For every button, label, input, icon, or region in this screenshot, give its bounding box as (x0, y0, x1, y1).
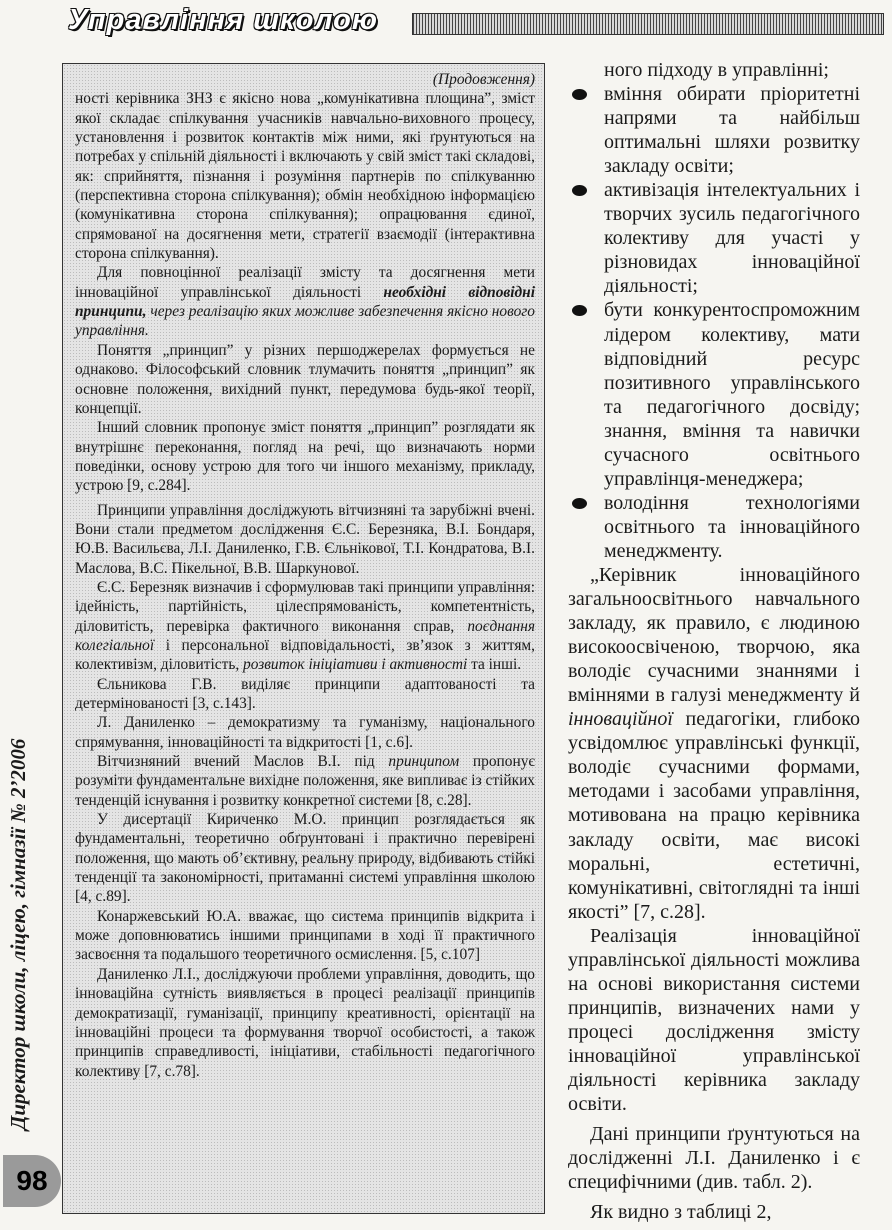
paragraph (75, 578, 535, 675)
list-item-text: вміння обирати пріоритетні напрями та найбільш оптимальні шляхи розвитку закладу освіти; (604, 83, 860, 178)
paragraph: Принципи управління досліджують вітчизняні та зарубіжні вчені. Вони стали предметом дослідження Є.С. Березняка, В.І. Бондаря, Ю.В. Васильєва, Л.І. Даниленко, Г.В. Єльнікової, Т.І. Кондратова, В.І. Маслова, В.С. Пікельної, В.В. Шаркунової. (75, 501, 535, 577)
list-item (568, 298, 860, 490)
text-run: Вітчизняний вчений Маслов В.І. під (97, 753, 389, 771)
text-run: пропонує розуміти фундаментальне вихідне положення, яке випливає із стійких тенденцій існування і розвитку конкретної системи [8, с.28]. (75, 753, 536, 809)
italic-text: через реалізацію яких можливе забезпечення якісно нового управління. (75, 303, 535, 340)
italic-text: розвиток ініціативи і активності (243, 656, 468, 674)
paragraph: У дисертації Кириченко М.О. принцип розглядається як фундаментальні, теоретично обґрунтовані і практично перевірені положення, що мають об’єктивну, реальну природу, відбивають стійкі тенденції та закономірності, притаманні системі управління школою [4, с.89]. (75, 811, 535, 906)
bullet-icon (572, 305, 587, 316)
emphasis-text: необхідні відповідні принципи, (75, 283, 536, 321)
paragraph (75, 263, 535, 340)
text-run: „Керівник інноваційного загальноосвітнього навчального закладу, як правило, є людиною високоосвіченою, творчою, яка володіє сучасними знаннями і вміннями в галузі менеджменту й (568, 563, 860, 707)
paragraph (75, 752, 535, 810)
paragraph: Єльникова Г.В. виділяє принципи адаптованості та детермінованості [3, с.143]. (75, 675, 535, 712)
list-item-text: володіння технологіями освітнього та інноваційного менеджменту. (604, 491, 860, 562)
list-item (568, 178, 860, 298)
quote-paragraph (568, 563, 860, 924)
list-item (568, 82, 860, 178)
italic-text: принципом (388, 753, 460, 771)
header-decorative-bar (412, 13, 884, 35)
paragraph: ності керівника ЗНЗ є якісно нова „комунікативна площина”, зміст якої складає спілкування учасників навчально-виховного процесу, установлення і розвиток контактів між ними, які ґрунтуються на потребах у спільній діяльності і включають у свій зміст такі складові, як: сприйняття, пізнання і розуміння партнерів по спілкуванню (перспективна сторона спілкування); обмін необхідною інформацією (комунікативна сторона спілкування); опрацювання єдиної, спрямованої на досягнення мети, стратегії взаємодії (інтерактивна сторона спілкування). (75, 90, 535, 263)
paragraph: Дані принципи ґрунтуються на дослідженні Л.І. Даниленко і є специфічними (див. табл. 2). (568, 1123, 860, 1194)
paragraph: Поняття „принцип” у різних першоджерелах формується не однаково. Філософський словник тлумачить поняття „принцип” як основне положення, вихідний пункт, передумова будь-якої теорії, концепції. (75, 341, 535, 417)
journal-running-title: Директор школи, ліцею, гімназії № 2’2006 (6, 738, 30, 1130)
paragraph: Конаржевський Ю.А. вважає, що система принципів відкрита і може доповнюватись іншими принципами в ході її практичного засвоєння та подальшого теоретичного осмислення. [5, с.107] (75, 907, 535, 964)
text-run: та інші. (467, 656, 522, 674)
paragraph: Як видно з таблиці 2, (590, 1201, 772, 1223)
bullet-icon (572, 498, 587, 509)
left-column-text-box (62, 63, 545, 1214)
paragraph: ного підходу в управлінні; (604, 59, 829, 81)
text-run: і персональної відповідальності, зв’язок з життям, колективізм, діловитість, (75, 636, 535, 674)
list-item-text: активізація інтелектуальних і творчих зусиль педагогічного колективу для участі у різновидах інноваційної діяльності; (604, 179, 860, 298)
italic-text: поєднання колегіальної (75, 617, 535, 654)
right-column (568, 58, 860, 1223)
bullet-icon (572, 185, 587, 196)
page-number: 98 (3, 1155, 61, 1207)
paragraph: Даниленко Л.І., досліджуючи проблеми управління, доводить, що інноваційна сутність виявляється в процесі реалізації принципів демократизації, гуманізації, принципу креативності, орієнтації на інноваційні процеси та формування творчої особистості, а також принципів справедливості, ініціативи, стабільності педагогічного колективу [7, с.78]. (75, 965, 535, 1080)
text-run: Є.С. Березняк визначив і сформулював такі принципи управління: ідейність, партійність, цілеспрямованість, компетентність, діловитість, перевірка фактичного виконання справ, (75, 578, 535, 635)
paragraph: Реалізація інноваційної управлінської діяльності можлива на основі використання системи принципів, визначених нами у процесі дослідження змісту інноваційної управлінської діяльності керівника закладу освіти. (568, 924, 860, 1116)
italic-text: інноваційної (568, 708, 673, 731)
continued-label: (Продовження) (432, 71, 535, 88)
section-title: Управління школою (68, 4, 378, 36)
bullet-list (568, 82, 860, 563)
text-run: педагогіки, глибоко усвідомлює управлінські функції, володіє сучасними формами, методами і засобами управління, мотивована на працю керівника закладу освіти, має високі моральні, естетичні, комунікативні, світоглядні та інші якості” [7, с.28]. (568, 708, 860, 923)
bullet-icon (572, 89, 587, 100)
list-item (568, 491, 860, 563)
text-run: Для повноцінної реалізації змісту та досягнення мети інноваційної управлінської діяльності (75, 264, 535, 301)
paragraph: Л. Даниленко – демократизму та гуманізму, національного спрямування, інноваційності та відкритості [1, с.6]. (75, 714, 535, 751)
paragraph: Інший словник пропонує зміст поняття „принцип” розглядати як внутрішнє переконання, погляд на речі, що визначають норми поведінки, основу устрою для того чи іншого механізму, прикладу, устрою [9, с.284]. (75, 419, 535, 495)
list-item-text: бути конкурентоспроможним лідером колективу, мати відповідний ресурс позитивного управлінського та педагогічного досвіду; знання, вміння та навички сучасного освітнього управлінця-менеджера; (604, 299, 860, 490)
